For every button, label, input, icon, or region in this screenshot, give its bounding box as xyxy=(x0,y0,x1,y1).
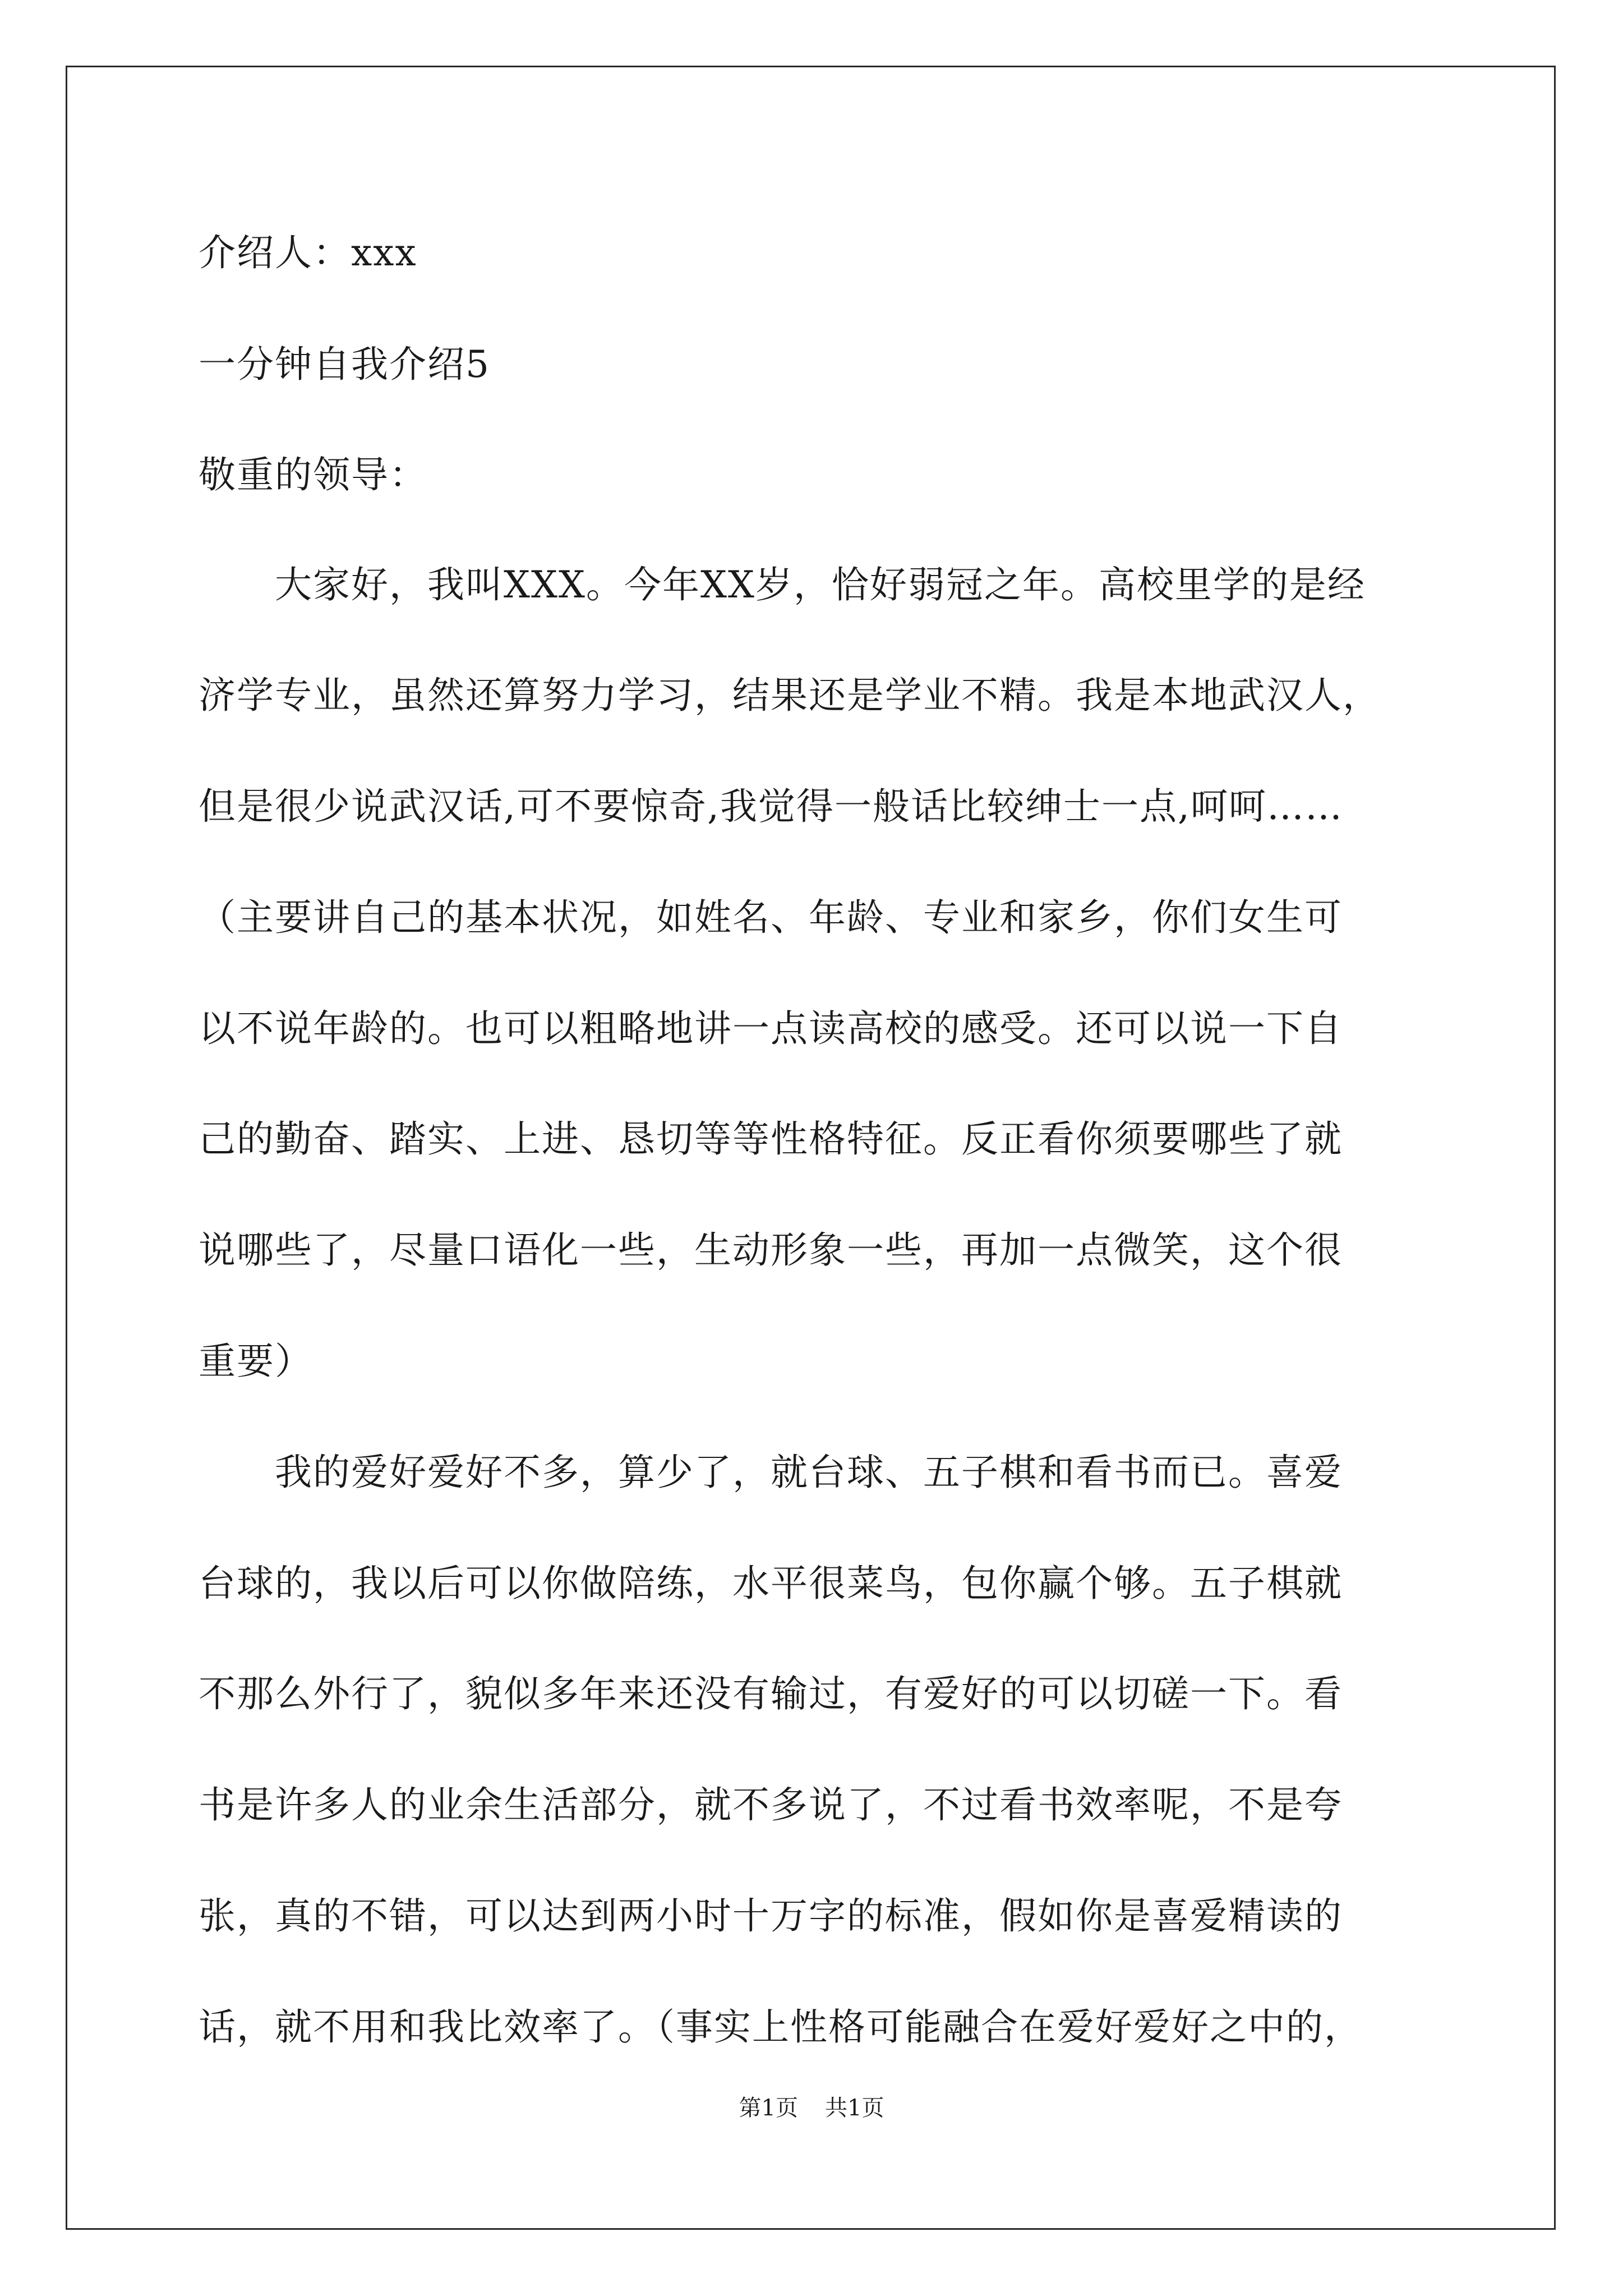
paragraph-1-line: 大家好，我叫XXX。今年XX岁，恰好弱冠之年。高校里学的是经 xyxy=(275,563,1366,606)
paragraph-1-line: 济学专业，虽然还算努力学习，结果还是学业不精。我是本地武汉人， xyxy=(199,674,1381,717)
paragraph-1-line: 说哪些了，尽量口语化一些，生动形象一些，再加一点微笑，这个很 xyxy=(199,1228,1343,1272)
paragraph-2-line: 我的爱好爱好不多，算少了，就台球、五子棋和看书而已。喜爱 xyxy=(275,1451,1343,1494)
paragraph-1-line: （主要讲自己的基本状况，如姓名、年龄、专业和家乡，你们女生可 xyxy=(199,896,1343,939)
salutation: 敬重的领导： xyxy=(199,453,427,496)
document-title: 一分钟自我介绍5 xyxy=(199,343,490,386)
paragraph-2-line: 话，就不用和我比效率了。（事实上性格可能融合在爱好爱好之中的， xyxy=(199,2005,1362,2049)
paragraph-2-line: 不那么外行了，貌似多年来还没有输过，有爱好的可以切磋一下。看 xyxy=(199,1672,1343,1715)
page-footer xyxy=(0,2097,1623,2119)
paragraph-1-line: 但是很少说武汉话,可不要惊奇,我觉得一般话比较绅士一点,呵呵…… xyxy=(199,785,1343,828)
introducer-line: 介绍人：xxx xyxy=(199,231,417,274)
paragraph-1-line: 重要） xyxy=(199,1340,313,1383)
paragraph-1-line: 以不说年龄的。也可以粗略地讲一点读高校的感受。还可以说一下自 xyxy=(199,1007,1343,1050)
paragraph-2-line: 书是许多人的业余生活部分，就不多说了，不过看书效率呢，不是夸 xyxy=(199,1783,1343,1826)
paragraph-1-line: 己的勤奋、踏实、上进、恳切等等性格特征。反正看你须要哪些了就 xyxy=(199,1117,1343,1161)
page-number: 第1页 xyxy=(739,2095,798,2121)
paragraph-2-line: 张，真的不错，可以达到两小时十万字的标准，假如你是喜爱精读的 xyxy=(199,1894,1343,1938)
paragraph-2-line: 台球的，我以后可以你做陪练，水平很菜鸟，包你赢个够。五子棋就 xyxy=(199,1562,1343,1605)
page-total: 共1页 xyxy=(825,2095,884,2121)
